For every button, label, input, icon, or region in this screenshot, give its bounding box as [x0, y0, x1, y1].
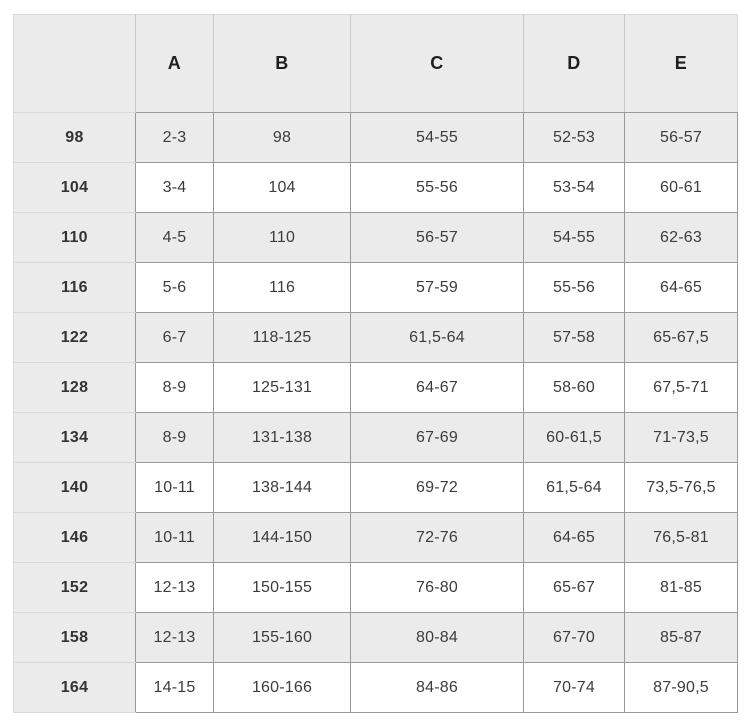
column-header-b: B [214, 15, 351, 113]
row-label: 104 [14, 163, 136, 213]
data-cell: 73,5-76,5 [625, 463, 738, 513]
data-cell: 81-85 [625, 563, 738, 613]
data-cell: 71-73,5 [625, 413, 738, 463]
row-label: 158 [14, 613, 136, 663]
row-label: 110 [14, 213, 136, 263]
data-cell: 2-3 [136, 113, 214, 163]
data-cell: 58-60 [524, 363, 625, 413]
data-cell: 84-86 [351, 663, 524, 713]
row-label: 116 [14, 263, 136, 313]
data-cell: 61,5-64 [524, 463, 625, 513]
data-cell: 138-144 [214, 463, 351, 513]
data-cell: 3-4 [136, 163, 214, 213]
corner-cell [14, 15, 136, 113]
table-row [14, 263, 738, 313]
data-cell: 8-9 [136, 413, 214, 463]
data-cell: 8-9 [136, 363, 214, 413]
data-cell: 12-13 [136, 613, 214, 663]
data-cell: 56-57 [351, 213, 524, 263]
data-cell: 76-80 [351, 563, 524, 613]
data-cell: 155-160 [214, 613, 351, 663]
row-label: 146 [14, 513, 136, 563]
data-cell: 67-70 [524, 613, 625, 663]
data-cell: 54-55 [524, 213, 625, 263]
data-cell: 72-76 [351, 513, 524, 563]
table-row [14, 563, 738, 613]
data-cell: 4-5 [136, 213, 214, 263]
data-cell: 70-74 [524, 663, 625, 713]
data-cell: 104 [214, 163, 351, 213]
row-label: 98 [14, 113, 136, 163]
size-chart [13, 14, 738, 713]
data-cell: 98 [214, 113, 351, 163]
row-label: 122 [14, 313, 136, 363]
table-body [14, 113, 738, 713]
table-row [14, 113, 738, 163]
data-cell: 150-155 [214, 563, 351, 613]
data-cell: 110 [214, 213, 351, 263]
table-row [14, 313, 738, 363]
data-cell: 14-15 [136, 663, 214, 713]
data-cell: 64-65 [625, 263, 738, 313]
data-cell: 10-11 [136, 513, 214, 563]
data-cell: 125-131 [214, 363, 351, 413]
data-cell: 54-55 [351, 113, 524, 163]
data-cell: 116 [214, 263, 351, 313]
data-cell: 60-61,5 [524, 413, 625, 463]
row-label: 152 [14, 563, 136, 613]
row-label: 164 [14, 663, 136, 713]
table-row [14, 213, 738, 263]
data-cell: 61,5-64 [351, 313, 524, 363]
data-cell: 64-65 [524, 513, 625, 563]
data-cell: 69-72 [351, 463, 524, 513]
table-row [14, 513, 738, 563]
data-cell: 80-84 [351, 613, 524, 663]
data-cell: 65-67,5 [625, 313, 738, 363]
data-cell: 85-87 [625, 613, 738, 663]
data-cell: 60-61 [625, 163, 738, 213]
data-cell: 64-67 [351, 363, 524, 413]
table-row [14, 363, 738, 413]
data-cell: 53-54 [524, 163, 625, 213]
data-cell: 144-150 [214, 513, 351, 563]
row-label: 140 [14, 463, 136, 513]
data-cell: 10-11 [136, 463, 214, 513]
table-row [14, 663, 738, 713]
data-cell: 65-67 [524, 563, 625, 613]
data-cell: 87-90,5 [625, 663, 738, 713]
data-cell: 160-166 [214, 663, 351, 713]
data-cell: 6-7 [136, 313, 214, 363]
row-label: 128 [14, 363, 136, 413]
data-cell: 55-56 [351, 163, 524, 213]
column-header-c: C [351, 15, 524, 113]
table-row [14, 613, 738, 663]
data-cell: 76,5-81 [625, 513, 738, 563]
data-cell: 56-57 [625, 113, 738, 163]
data-cell: 131-138 [214, 413, 351, 463]
row-label: 134 [14, 413, 136, 463]
header-row [14, 15, 738, 113]
data-cell: 5-6 [136, 263, 214, 313]
column-header-a: A [136, 15, 214, 113]
data-cell: 67,5-71 [625, 363, 738, 413]
data-cell: 52-53 [524, 113, 625, 163]
column-header-e: E [625, 15, 738, 113]
data-cell: 62-63 [625, 213, 738, 263]
table-row [14, 163, 738, 213]
data-cell: 55-56 [524, 263, 625, 313]
size-chart-table [13, 14, 738, 713]
data-cell: 118-125 [214, 313, 351, 363]
table-row [14, 413, 738, 463]
data-cell: 57-59 [351, 263, 524, 313]
data-cell: 67-69 [351, 413, 524, 463]
data-cell: 57-58 [524, 313, 625, 363]
column-header-d: D [524, 15, 625, 113]
data-cell: 12-13 [136, 563, 214, 613]
table-header [14, 15, 738, 113]
table-row [14, 463, 738, 513]
